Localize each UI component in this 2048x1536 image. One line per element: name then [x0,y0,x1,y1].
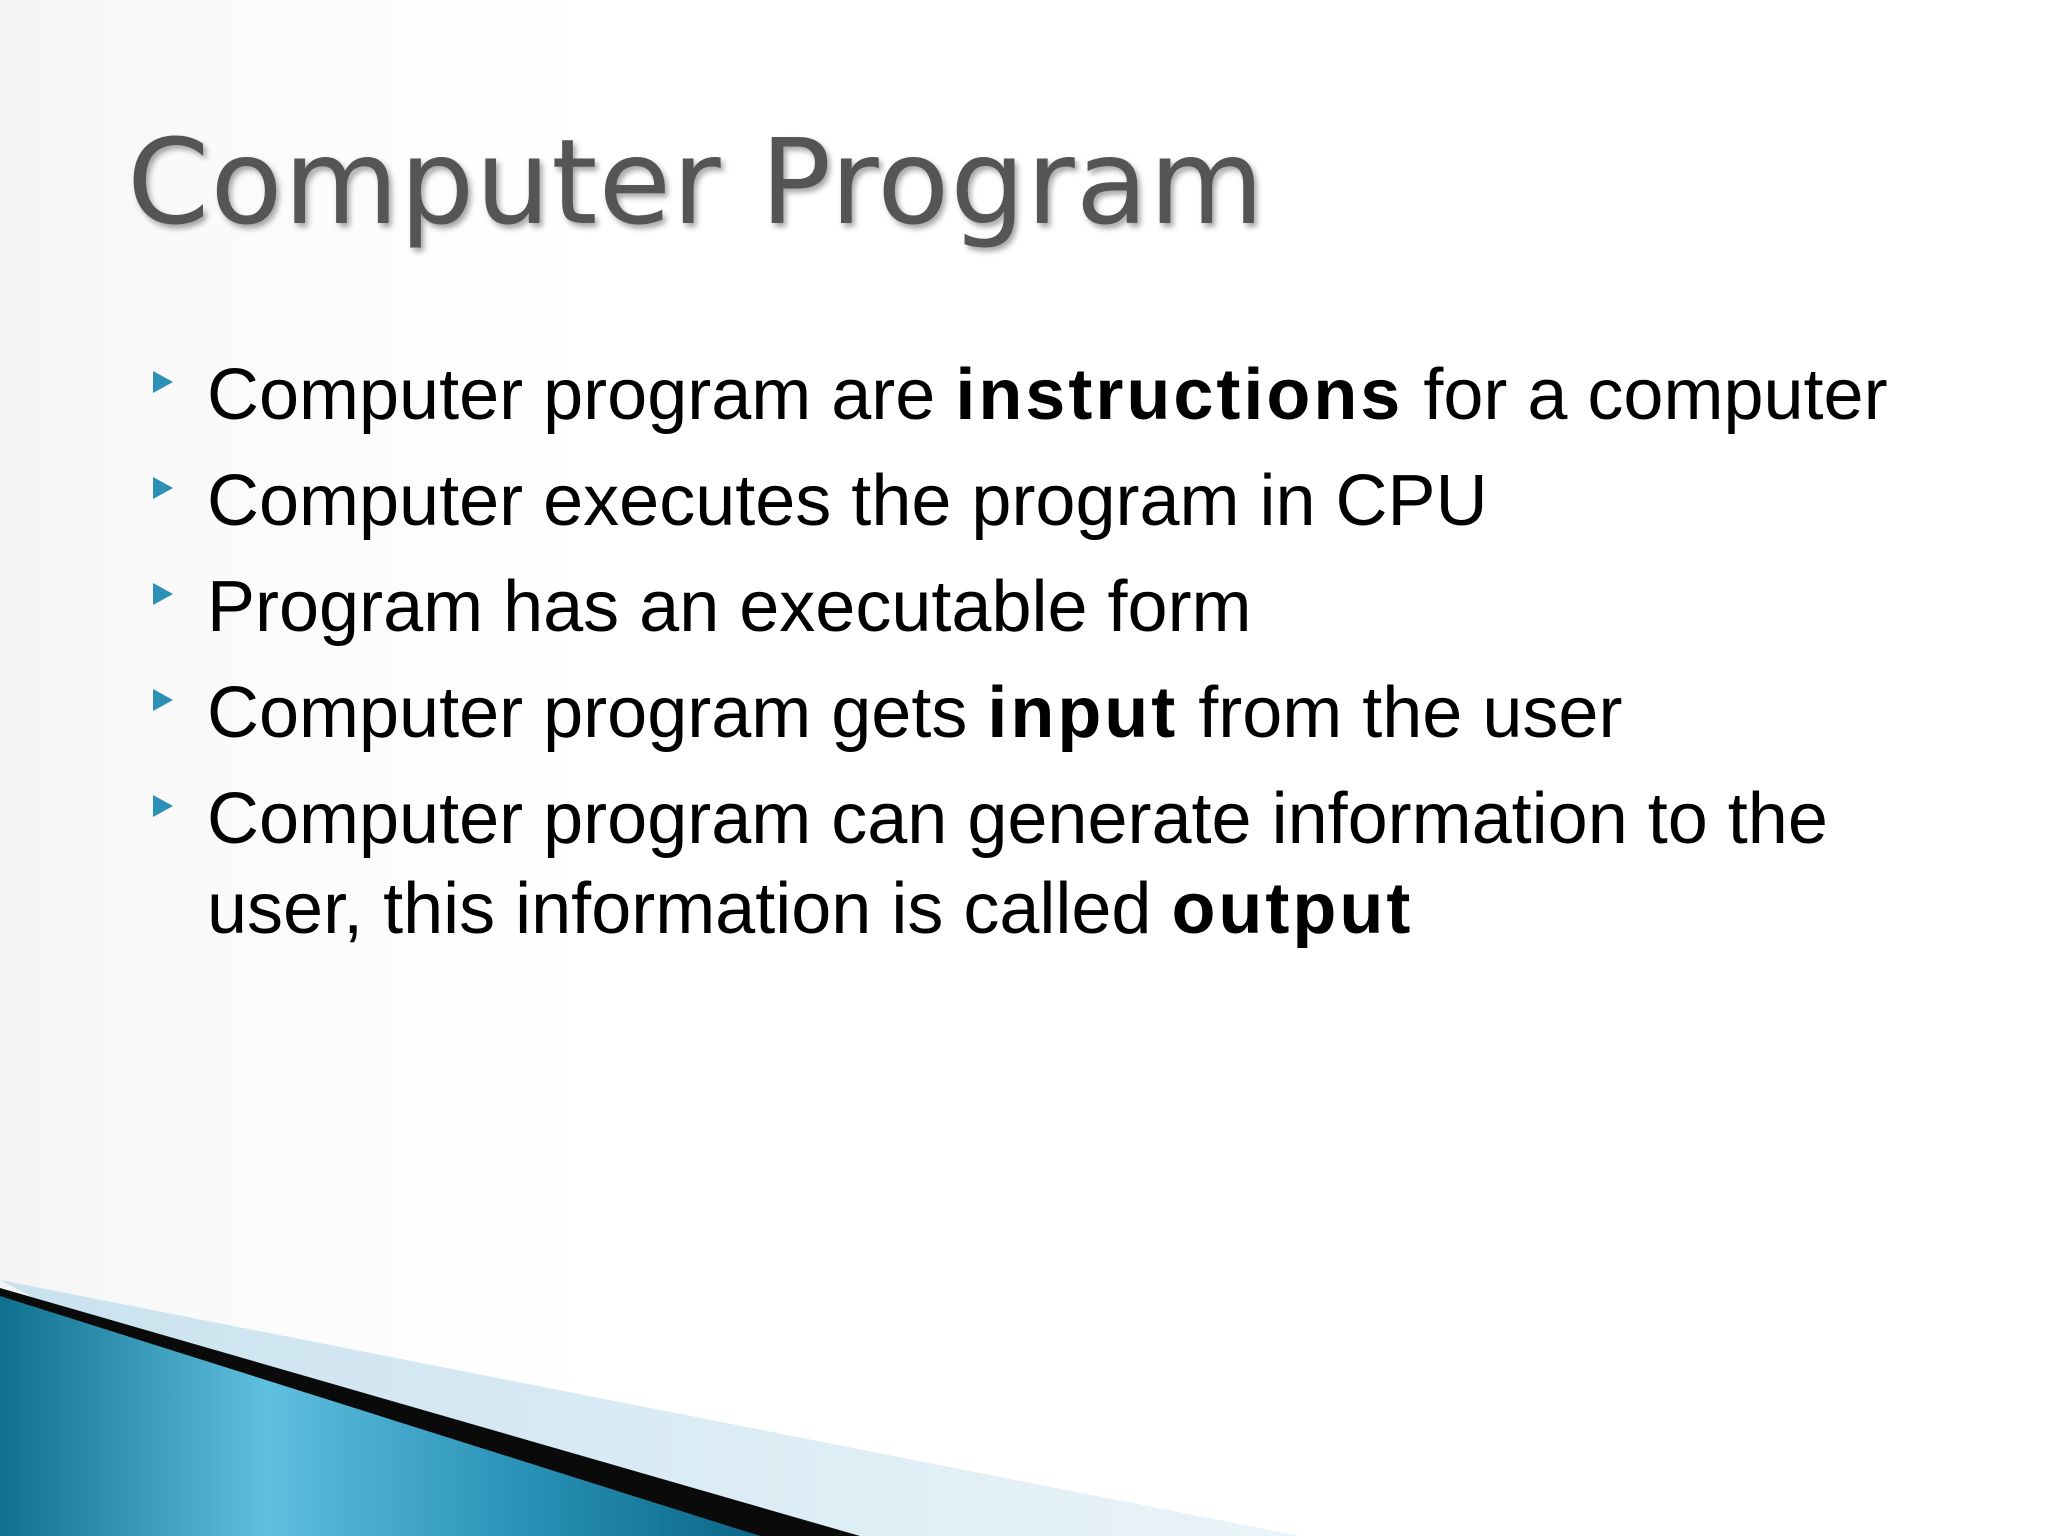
bullet-list [150,350,1910,970]
bullet-item [150,562,1910,652]
bullet-item [150,350,1910,440]
triangle-bullet-icon [153,689,173,711]
keyword-instructions: instructions [955,355,1404,435]
bullet-text: Computer program are [207,355,956,435]
bullet-item [150,668,1910,758]
corner-swoosh-decoration [0,1280,2048,1536]
triangle-bullet-icon [153,795,173,817]
bullet-text: Computer executes the program in CPU [207,461,1488,541]
bullet-text: Program has an executable form [207,567,1252,647]
bullet-text: for a computer [1403,355,1888,435]
keyword-output: output [1171,869,1414,949]
bullet-item [150,456,1910,546]
triangle-bullet-icon [153,583,173,605]
bullet-text: from the user [1178,673,1623,753]
bullet-text: Computer program gets [207,673,988,753]
triangle-bullet-icon [153,371,173,393]
bullet-text: Computer program can generate information to the user, this information is called [207,779,1828,949]
triangle-bullet-icon [153,477,173,499]
bullet-item [150,774,1910,954]
keyword-input: input [987,673,1179,753]
slide-title: Computer Program [127,113,1265,251]
